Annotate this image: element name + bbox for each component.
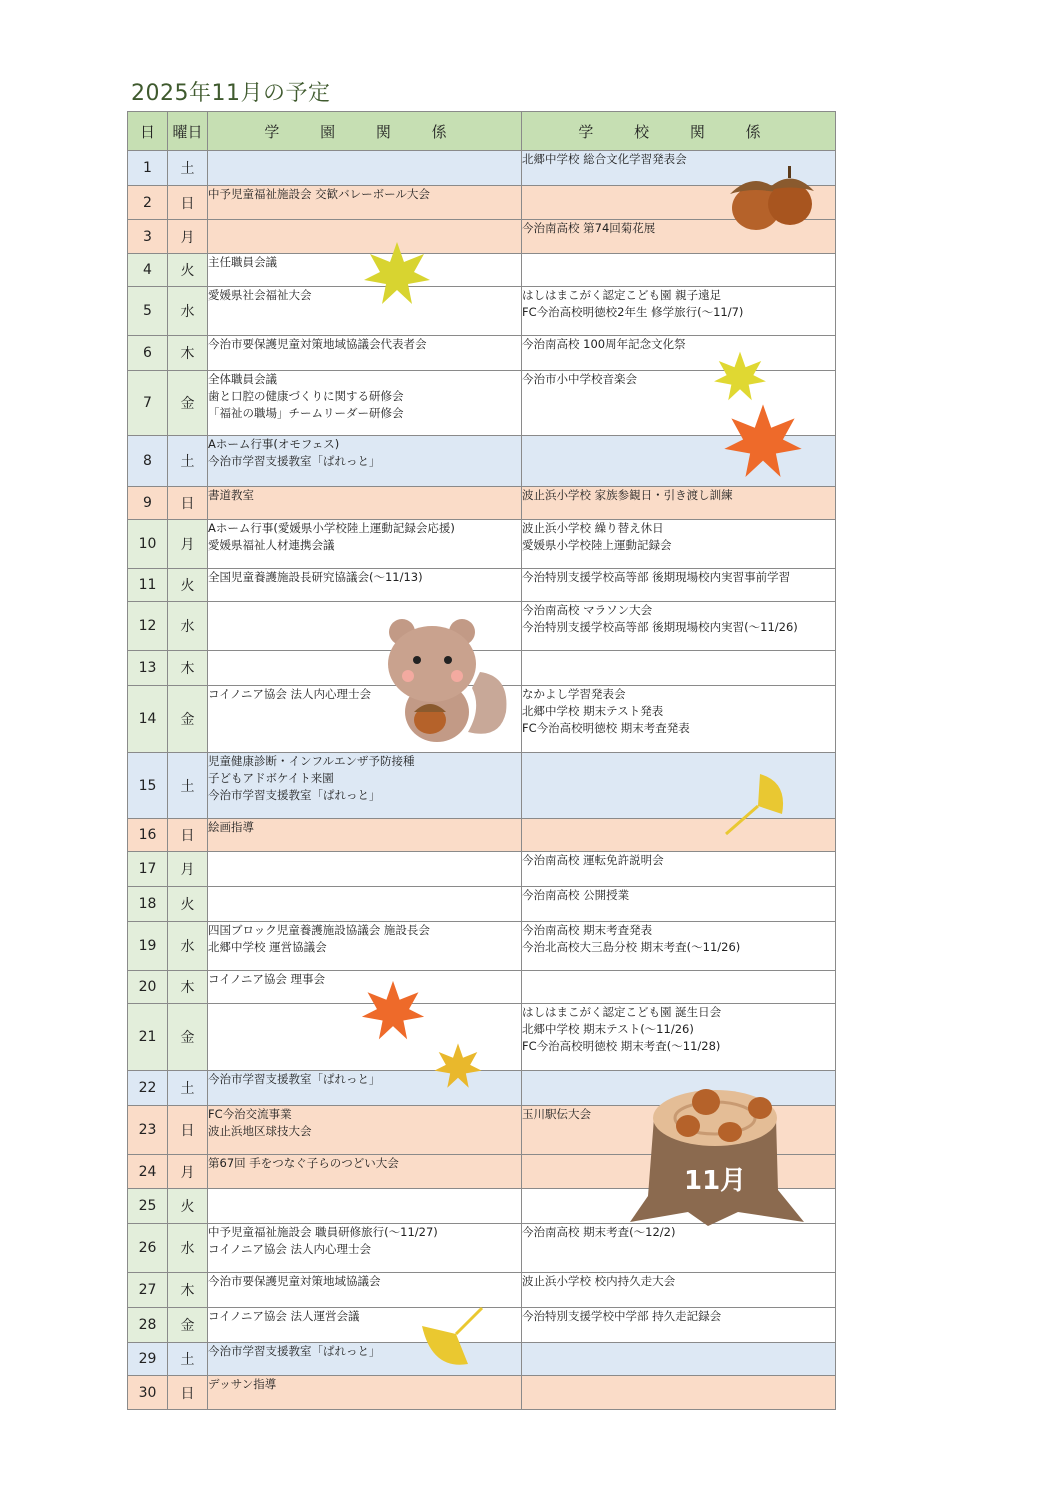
garden-event: 「福祉の職場」チームリーダー研修会 [208,406,404,420]
day-cell: 5 [128,287,168,336]
garden-event: 主任職員会議 [208,255,277,269]
school-event: 波止浜小学校 家族参観日・引き渡し訓練 [522,488,733,502]
garden-event: コイノニア協会 理事会 [208,972,326,986]
school-event: 波止浜小学校 校内持久走大会 [522,1274,676,1288]
school-cell [522,287,836,336]
day-cell: 14 [128,686,168,753]
school-cell [522,1376,836,1410]
school-cell [522,651,836,686]
garden-event: 全国児童養護施設長研究協議会(～11/13) [208,570,423,584]
garden-event: 今治市要保護児童対策地域協議会代表者会 [208,337,427,351]
weekday-cell: 日 [168,1106,208,1155]
weekday-cell: 土 [168,1343,208,1376]
day-cell: 3 [128,220,168,254]
school-event: 今治南高校 第74回菊花展 [522,221,656,235]
day-cell: 15 [128,753,168,819]
table-row [128,922,836,971]
ginkgo-leaf-icon [722,770,790,838]
day-cell: 8 [128,436,168,487]
school-event: 北郷中学校 期末テスト発表 [522,704,664,718]
school-event: 今治南高校 運転免許説明会 [522,853,664,867]
yellow-maple-leaf-icon-2 [710,350,770,405]
school-cell [522,520,836,569]
garden-event: 子どもアドボケイト来園 [208,771,334,785]
weekday-cell: 月 [168,520,208,569]
header-day: 日 [128,112,168,151]
garden-cell [208,371,522,436]
garden-event: 児童健康診断・インフルエンザ予防接種 [208,754,415,768]
day-cell: 26 [128,1224,168,1273]
school-event: 今治北高校大三島分校 期末考査(～11/26) [522,940,741,954]
ginkgo-leaf-icon-2 [412,1306,492,1384]
garden-cell [208,753,522,819]
garden-event: 書道教室 [208,488,254,502]
garden-event: デッサン指導 [208,1377,277,1391]
school-event: はしはまこがく認定こども園 親子遠足 [522,288,722,302]
school-cell [522,1224,836,1273]
garden-cell [208,186,522,220]
garden-event: 中予児童福祉施設会 職員研修旅行(～11/27) [208,1225,438,1239]
weekday-cell: 月 [168,1155,208,1189]
school-cell [522,922,836,971]
school-event: 玉川駅伝大会 [522,1107,591,1121]
orange-maple-leaf-icon-2 [360,978,426,1046]
header-school: 学 校 関 係 [522,112,836,151]
table-row [128,520,836,569]
weekday-cell: 金 [168,371,208,436]
header-garden: 学 園 関 係 [208,112,522,151]
school-cell [522,686,836,753]
yellow-maple-leaf-icon-3 [432,1042,484,1092]
garden-cell [208,852,522,887]
day-cell: 2 [128,186,168,220]
garden-event: 愛媛県社会福祉大会 [208,288,312,302]
acorns-icon [722,160,822,240]
garden-cell [208,151,522,186]
header-row [128,112,836,151]
day-cell: 24 [128,1155,168,1189]
weekday-cell: 日 [168,487,208,520]
day-cell: 23 [128,1106,168,1155]
school-cell [522,1273,836,1308]
day-cell: 9 [128,487,168,520]
day-cell: 13 [128,651,168,686]
day-cell: 19 [128,922,168,971]
weekday-cell: 水 [168,602,208,651]
garden-event: 中予児童福祉施設会 交歓バレーボール大会 [208,187,430,201]
day-cell: 21 [128,1004,168,1071]
month-badge: 11月 [684,1166,747,1196]
garden-event: コイノニア協会 法人運営会議 [208,1309,360,1323]
tree-stump-icon [628,1078,810,1228]
weekday-cell: 土 [168,436,208,487]
school-event: 今治南高校 100周年記念文化祭 [522,337,686,351]
weekday-cell: 火 [168,887,208,922]
day-cell: 12 [128,602,168,651]
school-event: FC今治高校明徳校2年生 修学旅行(～11/7) [522,305,744,319]
garden-event: 波止浜地区球技大会 [208,1124,312,1138]
school-event: 北郷中学校 期末テスト(～11/26) [522,1022,694,1036]
school-event: なかよし学習発表会 [522,687,626,701]
garden-event: 北郷中学校 運営協議会 [208,940,327,954]
table-row [128,1273,836,1308]
school-event: 今治南高校 公開授業 [522,888,630,902]
school-event: はしはまこがく認定こども園 誕生日会 [522,1005,722,1019]
day-cell: 30 [128,1376,168,1410]
garden-event: コイノニア協会 法人内心理士会 [208,687,372,701]
weekday-cell: 日 [168,819,208,852]
school-cell [522,254,836,287]
garden-event: 愛媛県福祉人材連携会議 [208,538,335,552]
school-cell [522,971,836,1004]
weekday-cell: 土 [168,753,208,819]
school-event: 今治市小中学校音楽会 [522,372,637,386]
day-cell: 6 [128,336,168,371]
garden-event: 歯と口腔の健康づくりに関する研修会 [208,389,404,403]
school-event: 今治南高校 期末考査発表 [522,923,653,937]
school-event: 波止浜小学校 繰り替え休日 [522,521,664,535]
weekday-cell: 月 [168,852,208,887]
garden-event: 今治市学習支援教室「ぱれっと」 [208,1072,381,1086]
day-cell: 29 [128,1343,168,1376]
table-row [128,569,836,602]
school-event: 今治南高校 期末考査(～12/2) [522,1225,676,1239]
yellow-maple-leaf-icon [362,240,432,310]
school-event: FC今治高校明徳校 期末考査発表 [522,721,690,735]
day-cell: 17 [128,852,168,887]
school-event: FC今治高校明徳校 期末考査(～11/28) [522,1039,721,1053]
garden-event: 今治市学習支援教室「ぱれっと」 [208,454,381,468]
garden-cell [208,520,522,569]
weekday-cell: 木 [168,336,208,371]
day-cell: 22 [128,1071,168,1106]
table-row [128,852,836,887]
weekday-cell: 水 [168,1224,208,1273]
garden-cell [208,819,522,852]
weekday-cell: 火 [168,254,208,287]
table-row [128,971,836,1004]
school-cell [522,887,836,922]
school-cell [522,1343,836,1376]
garden-cell [208,1155,522,1189]
garden-event: 今治市要保護児童対策地域協議会 [208,1274,381,1288]
orange-maple-leaf-icon [722,402,804,484]
weekday-cell: 金 [168,1004,208,1071]
garden-event: Aホーム行事(愛媛県小学校陸上運動記録会応援) [208,521,455,535]
garden-cell [208,887,522,922]
garden-event: FC今治交流事業 [208,1107,292,1121]
weekday-cell: 火 [168,1189,208,1224]
day-cell: 4 [128,254,168,287]
garden-event: 絵画指導 [208,820,254,834]
garden-event: 第67回 手をつなぐ子らのつどい大会 [208,1156,399,1170]
weekday-cell: 水 [168,922,208,971]
weekday-cell: 水 [168,287,208,336]
garden-event: 全体職員会議 [208,372,277,386]
table-row [128,487,836,520]
school-event: 北郷中学校 総合文化学習発表会 [522,152,687,166]
school-event: 今治特別支援学校高等部 後期現場校内実習(～11/26) [522,620,798,634]
weekday-cell: 木 [168,1273,208,1308]
garden-event: 今治市学習支援教室「ぱれっと」 [208,788,381,802]
school-cell [522,487,836,520]
garden-cell [208,336,522,371]
garden-cell [208,569,522,602]
weekday-cell: 日 [168,1376,208,1410]
table-row [128,254,836,287]
school-cell [522,602,836,651]
garden-cell [208,922,522,971]
school-event: 今治特別支援学校中学部 持久走記録会 [522,1309,722,1323]
school-cell [522,852,836,887]
day-cell: 20 [128,971,168,1004]
school-event: 今治南高校 マラソン大会 [522,603,653,617]
weekday-cell: 土 [168,151,208,186]
day-cell: 18 [128,887,168,922]
day-cell: 27 [128,1273,168,1308]
school-cell [522,1004,836,1071]
day-cell: 16 [128,819,168,852]
day-cell: 11 [128,569,168,602]
school-cell [522,1308,836,1343]
weekday-cell: 金 [168,686,208,753]
day-cell: 28 [128,1308,168,1343]
weekday-cell: 火 [168,569,208,602]
day-cell: 10 [128,520,168,569]
page-title: 2025年11月の予定 [131,81,331,106]
school-cell [522,336,836,371]
table-row [128,287,836,336]
garden-cell [208,1106,522,1155]
garden-event: 今治市学習支援教室「ぱれっと」 [208,1344,381,1358]
weekday-cell: 金 [168,1308,208,1343]
school-event: 今治特別支援学校高等部 後期現場校内実習事前学習 [522,570,791,584]
weekday-cell: 日 [168,186,208,220]
school-event: 愛媛県小学校陸上運動記録会 [522,538,672,552]
weekday-cell: 木 [168,651,208,686]
weekday-cell: 月 [168,220,208,254]
garden-cell [208,1189,522,1224]
garden-event: コイノニア協会 法人内心理士会 [208,1242,372,1256]
squirrel-icon [382,612,512,747]
garden-cell [208,436,522,487]
garden-event: 四国ブロック児童養護施設協議会 施設長会 [208,923,430,937]
header-weekday: 曜日 [168,112,208,151]
day-cell: 7 [128,371,168,436]
garden-event: Aホーム行事(オモフェス) [208,437,340,451]
day-cell: 25 [128,1189,168,1224]
weekday-cell: 木 [168,971,208,1004]
garden-cell [208,1273,522,1308]
table-row [128,1224,836,1273]
school-cell [522,569,836,602]
table-row [128,887,836,922]
garden-cell [208,487,522,520]
weekday-cell: 土 [168,1071,208,1106]
day-cell: 1 [128,151,168,186]
garden-cell [208,1224,522,1273]
